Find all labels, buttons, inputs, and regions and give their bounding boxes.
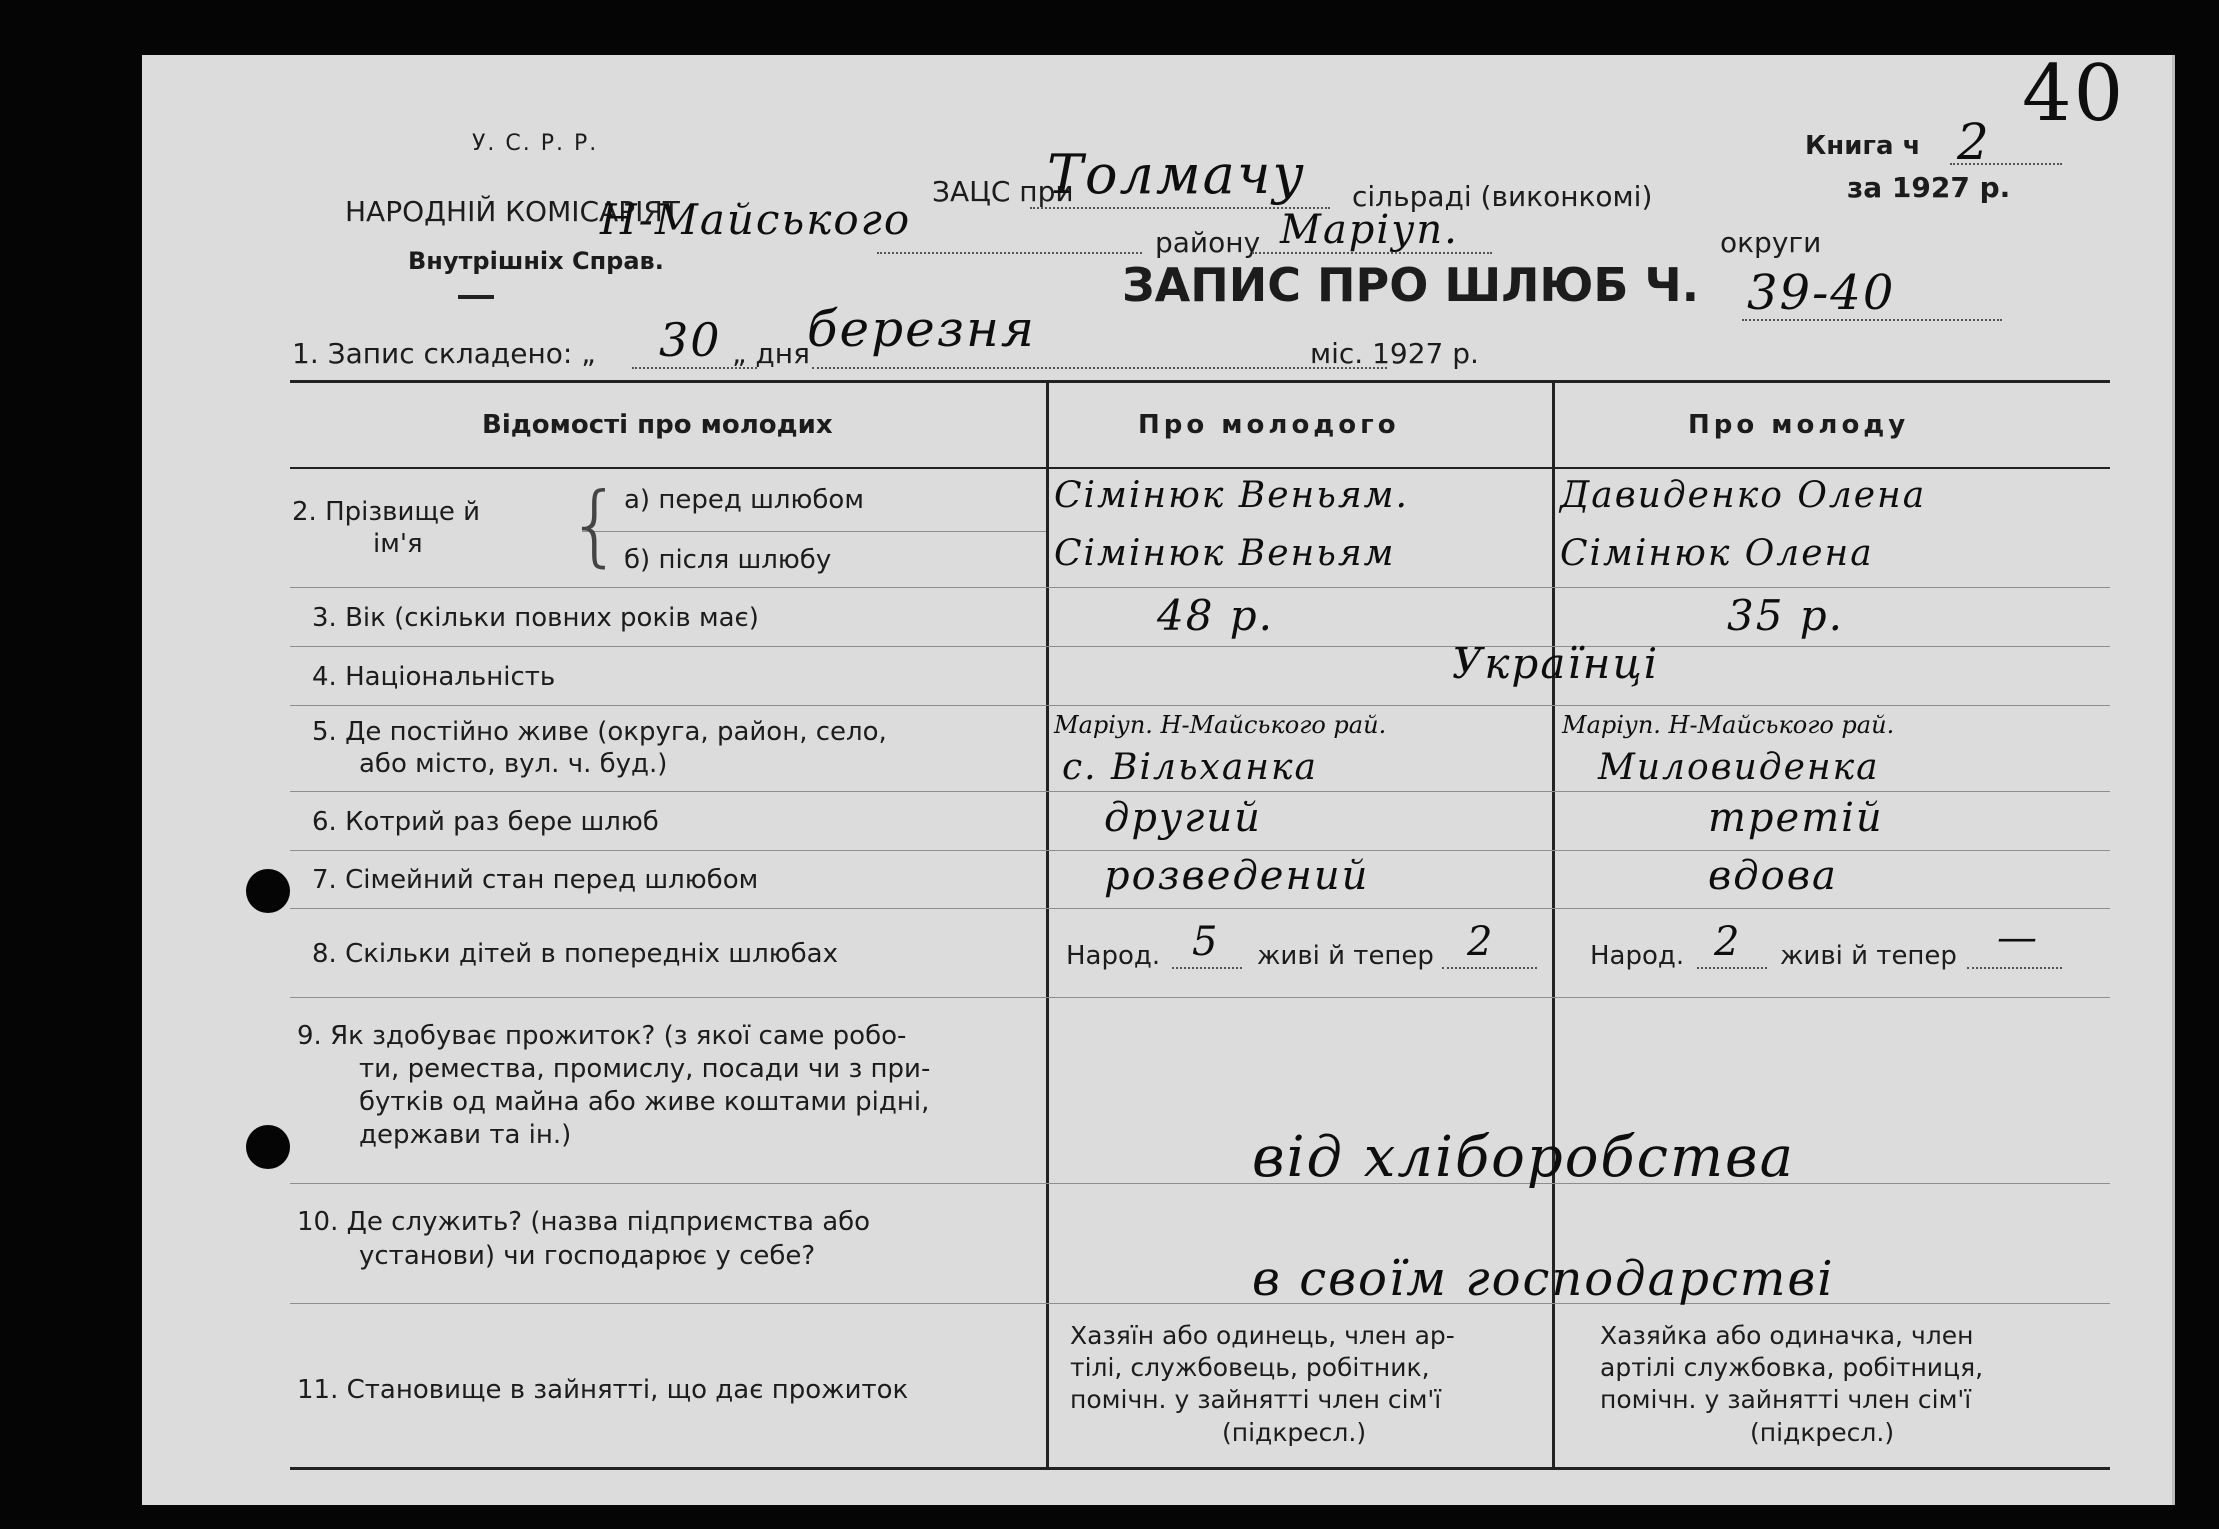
bride-age: 35 р. <box>1727 591 1845 640</box>
groom-born-line <box>1172 967 1242 969</box>
groom-occupation-2: тілі, службовець, робітник, <box>1070 1353 1430 1382</box>
row-rule-2 <box>290 587 2110 588</box>
bride-alive-label: живі й тепер <box>1780 941 1957 971</box>
row4-label: 4. Національність <box>312 662 556 692</box>
row2-brace: { <box>567 473 623 576</box>
month-label: міс. 1927 р. <box>1310 337 1479 370</box>
header-underline <box>458 295 494 299</box>
row10-line1: 10. Де служить? (назва підприємства або <box>297 1207 871 1237</box>
row2-label-2: ім'я <box>373 529 423 559</box>
livelihood-handwritten: від хліборобства <box>1252 1125 1796 1190</box>
groom-name-before: Сімінюк Веньям. <box>1054 475 1409 516</box>
bride-occupation-2: артілі службовка, робітниця, <box>1600 1353 1984 1382</box>
row6-label: 6. Котрий раз бере шлюб <box>312 807 659 837</box>
row9-line4: держави та ін.) <box>359 1120 572 1150</box>
bride-born-line <box>1697 967 1767 969</box>
groom-residence-2: с. Вільханка <box>1062 747 1318 788</box>
groom-alive-label: живі й тепер <box>1257 941 1434 971</box>
groom-occupation-1: Хазяїн або одинець, член ар- <box>1070 1321 1455 1350</box>
header-info: Відомості про молодих <box>482 410 833 440</box>
okruga-label: округи <box>1720 226 1822 259</box>
groom-born-label: Народ. <box>1066 941 1161 971</box>
groom-marital-status: розведений <box>1104 853 1370 899</box>
bride-residence-2: Миловиденка <box>1598 747 1880 788</box>
row2-sub-b: б) після шлюбу <box>624 545 832 575</box>
groom-children-alive: 2 <box>1467 919 1495 965</box>
groom-children-born: 5 <box>1192 919 1220 965</box>
state-label: У. С. Р. Р. <box>472 131 599 156</box>
row9-line3: бутків од майна або живе коштами рідні, <box>359 1087 930 1117</box>
bride-children-alive: — <box>1997 915 2039 961</box>
punch-hole-lower <box>246 1125 290 1169</box>
row3-label: 3. Вік (скільки повних років має) <box>312 603 759 633</box>
row9-line1: 9. Як здобуває прожиток? (з якої саме робо- <box>297 1021 907 1051</box>
row-rule-9 <box>290 1183 2110 1184</box>
table-header-rule <box>290 467 2110 469</box>
row-rule-3 <box>290 646 2110 647</box>
groom-name-after: Сімінюк Веньям <box>1054 533 1396 574</box>
commissariat-label: НАРОДНІЙ КОМІСАРІЯТ <box>345 195 680 228</box>
month-handwritten: березня <box>807 300 1037 358</box>
groom-residence-1: Маріуп. Н-Майського рай. <box>1054 711 1387 739</box>
record-title: ЗАПИС ПРО ШЛЮБ Ч. <box>1122 258 1700 312</box>
book-number-handwritten: 2 <box>1957 113 1991 171</box>
rayon-line <box>877 252 1142 254</box>
column-divider-1 <box>1046 380 1049 1470</box>
bride-residence-1: Маріуп. Н-Майського рай. <box>1562 711 1895 739</box>
punch-hole-upper <box>246 869 290 913</box>
row8-label: 8. Скільки дітей в попередніх шлюбах <box>312 939 838 969</box>
marriage-record-form <box>142 49 2175 1505</box>
header-groom: Про молодого <box>1138 410 1400 440</box>
month-line <box>812 367 1387 369</box>
row5-label-1: 5. Де постійно живе (округа, район, село, <box>312 717 887 747</box>
book-number-line <box>1950 163 2062 165</box>
table-top-rule <box>290 380 2110 383</box>
groom-occupation-4: (підкресл.) <box>1222 1418 1367 1447</box>
workplace-handwritten: в своїм господарстві <box>1252 1251 1835 1307</box>
row11-label: 11. Становище в зайнятті, що дає прожиток <box>297 1375 909 1405</box>
bride-marital-status: вдова <box>1708 853 1838 899</box>
row-rule-6 <box>290 850 2110 851</box>
groom-occupation-3: помічн. у зайнятті член сім'ї <box>1070 1385 1442 1414</box>
year-label: за 1927 р. <box>1847 171 2011 204</box>
row-rule-7 <box>290 908 2110 909</box>
bride-occupation-1: Хазяйка або одиначка, член <box>1600 1321 1974 1350</box>
row7-label: 7. Сімейний стан перед шлюбом <box>312 865 759 895</box>
okruga-line <box>1252 252 1492 254</box>
rayon-label: району <box>1155 226 1261 259</box>
book-label: Книга ч <box>1805 131 1921 161</box>
nationality-handwritten: Українці <box>1452 639 1660 688</box>
table-bottom-rule <box>290 1467 2110 1470</box>
groom-alive-line <box>1442 967 1537 969</box>
bride-occupation-3: помічн. у зайнятті член сім'ї <box>1600 1385 1972 1414</box>
row-rule-8 <box>290 997 2110 998</box>
row2-label-1: 2. Прізвище й <box>292 497 481 527</box>
department-label: Внутрішніх Справ. <box>408 247 664 275</box>
record-number-handwritten: 39-40 <box>1747 265 1896 321</box>
row5-label-2: або місто, вул. ч. буд.) <box>359 749 668 779</box>
council-label: сільраді (виконкомі) <box>1352 180 1653 213</box>
bride-occupation-4: (підкресл.) <box>1750 1418 1895 1447</box>
row2-sub-a: а) перед шлюбом <box>624 485 864 515</box>
groom-marriage-count: другий <box>1104 795 1262 841</box>
bride-born-label: Народ. <box>1590 941 1685 971</box>
zags-place-handwritten: Толмачу <box>1047 143 1306 206</box>
bride-marriage-count: третій <box>1708 795 1884 841</box>
rayon-handwritten: Н-Майського <box>600 195 912 244</box>
row10-line2: установи) чи господарює у себе? <box>359 1241 816 1271</box>
row-rule-5 <box>290 791 2110 792</box>
bride-name-before: Давиденко Олена <box>1560 475 1927 516</box>
row-rule-4 <box>290 705 2110 706</box>
bride-children-born: 2 <box>1714 919 1742 965</box>
groom-age: 48 р. <box>1157 591 1275 640</box>
okruga-handwritten: Маріуп. <box>1280 207 1459 253</box>
bride-alive-line <box>1967 967 2062 969</box>
header-bride: Про молоду <box>1688 410 1910 440</box>
row-rule-2-sub <box>582 531 1046 532</box>
bride-name-after: Сімінюк Олена <box>1560 533 1874 574</box>
page-number-handwritten: 40 <box>2022 49 2126 139</box>
record-number-line <box>1742 319 2002 321</box>
day-handwritten: 30 <box>659 313 722 367</box>
date-label: 1. Запис складено: „ <box>292 337 596 370</box>
day-label: „ дня <box>732 337 810 370</box>
row9-line2: ти, ремества, промислу, посади чи з при- <box>359 1054 931 1084</box>
zags-prefix: ЗАЦС при <box>932 175 1074 208</box>
row-rule-10 <box>290 1303 2110 1304</box>
